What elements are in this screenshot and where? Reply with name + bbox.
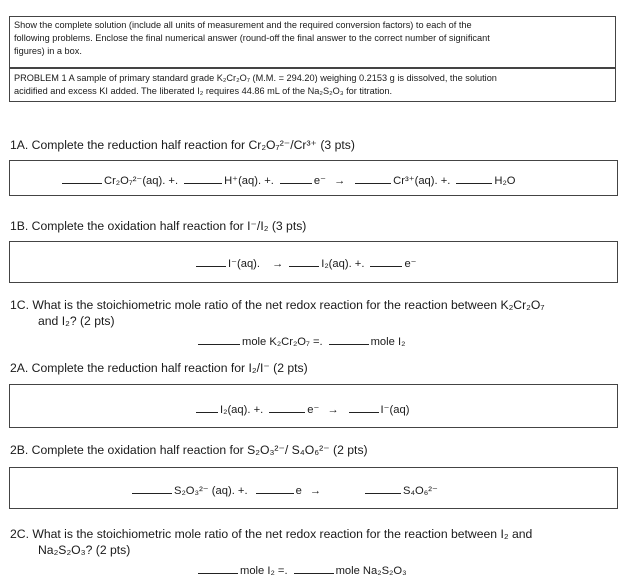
product-water: H₂O xyxy=(494,175,516,187)
blank-coefficient[interactable] xyxy=(196,255,226,267)
instructions-line-2: following problems. Enclose the final numerical answer (round-off the final answer to the correct number of significant xyxy=(14,33,490,43)
question-1c-title-line-1: 1C. What is the stoichiometric mole ratio of the net redox reaction for the reaction between K₂Cr₂O₇ xyxy=(10,298,545,312)
ratio-1c xyxy=(198,333,407,348)
equation-2b xyxy=(132,482,440,497)
reactant-electron: e⁻ xyxy=(313,175,326,187)
blank-coefficient[interactable] xyxy=(256,482,294,494)
equation-1b xyxy=(196,255,419,270)
question-1c-title-line-2: and I₂? (2 pts) xyxy=(38,314,115,328)
reaction-arrow: → xyxy=(327,404,339,416)
blank-coefficient[interactable] xyxy=(289,255,319,267)
reaction-arrow: → xyxy=(333,175,346,187)
ratio-label-thiosulfate: mole Na₂S₂O₃ xyxy=(335,565,407,577)
reactant-dichromate: Cr₂O₇²⁻(aq). +. xyxy=(104,175,179,187)
product-iodine: I₂(aq). +. xyxy=(321,258,365,270)
product-electron: e xyxy=(295,485,302,497)
product-chromium-ion: Cr³⁺(aq). +. xyxy=(393,175,451,187)
instructions-line-1: Show the complete solution (include all units of measurement and the required conversion factors) to each of the xyxy=(14,20,472,30)
equation-1a xyxy=(62,172,518,187)
equation-2a xyxy=(196,401,411,416)
ratio-label-iodine: mole I₂ =. xyxy=(240,565,288,577)
blank-coefficient[interactable] xyxy=(370,255,402,267)
blank-coefficient[interactable] xyxy=(269,401,305,413)
ratio-label-iodine: mole I₂ xyxy=(370,336,406,348)
question-2c-title-line-1: 2C. What is the stoichiometric mole ratio of the net redox reaction for the reaction between I₂ and xyxy=(10,527,533,541)
question-1b-title: 1B. Complete the oxidation half reaction for I⁻/I₂ (3 pts) xyxy=(10,219,307,233)
question-2b-title: 2B. Complete the oxidation half reaction for S₂O₃²⁻/ S₄O₆²⁻ (2 pts) xyxy=(10,443,368,457)
blank-coefficient[interactable] xyxy=(184,172,222,184)
reactant-electron: e⁻ xyxy=(307,404,320,416)
blank-mole-value[interactable] xyxy=(198,562,238,574)
blank-mole-value[interactable] xyxy=(294,562,334,574)
blank-coefficient[interactable] xyxy=(196,401,218,413)
question-2a-title: 2A. Complete the reduction half reaction for I₂/I⁻ (2 pts) xyxy=(10,361,308,375)
blank-coefficient[interactable] xyxy=(349,401,379,413)
question-1a-title: 1A. Complete the reduction half reaction for Cr₂O₇²⁻/Cr³⁺ (3 pts) xyxy=(10,138,355,152)
reactant-iodide: I⁻(aq). xyxy=(228,258,261,270)
reaction-arrow: → xyxy=(309,485,321,497)
blank-mole-value[interactable] xyxy=(198,333,240,345)
reactant-iodine: I₂(aq). +. xyxy=(220,404,264,416)
ratio-label-dichromate: mole K₂Cr₂O₇ =. xyxy=(242,336,323,348)
product-electron: e⁻ xyxy=(404,258,417,270)
blank-coefficient[interactable] xyxy=(62,172,102,184)
blank-coefficient[interactable] xyxy=(456,172,492,184)
problem-line-1: PROBLEM 1 A sample of primary standard grade K₂Cr₂O₇ (M.M. = 294.20) weighing 0.2153 g is dissolved, the solution xyxy=(14,73,497,83)
product-iodide: I⁻(aq) xyxy=(380,404,410,416)
blank-mole-value[interactable] xyxy=(329,333,369,345)
reaction-arrow: → xyxy=(272,258,284,270)
ratio-2c xyxy=(198,562,409,577)
blank-coefficient[interactable] xyxy=(355,172,391,184)
blank-coefficient[interactable] xyxy=(365,482,401,494)
blank-coefficient[interactable] xyxy=(132,482,172,494)
instructions-line-3: figures) in a box. xyxy=(14,46,82,56)
question-2c-title-line-2: Na₂S₂O₃? (2 pts) xyxy=(38,543,131,557)
problem-line-2: acidified and excess KI added. The liberated I₂ requires 44.86 mL of the Na₂S₂O₃ for titration. xyxy=(14,86,393,96)
blank-coefficient[interactable] xyxy=(280,172,312,184)
product-tetrathionate: S₄O₆²⁻ xyxy=(402,485,438,497)
reactant-thiosulfate: S₂O₃²⁻ (aq). +. xyxy=(174,485,248,497)
reactant-hydrogen-ion: H⁺(aq). +. xyxy=(224,175,274,187)
